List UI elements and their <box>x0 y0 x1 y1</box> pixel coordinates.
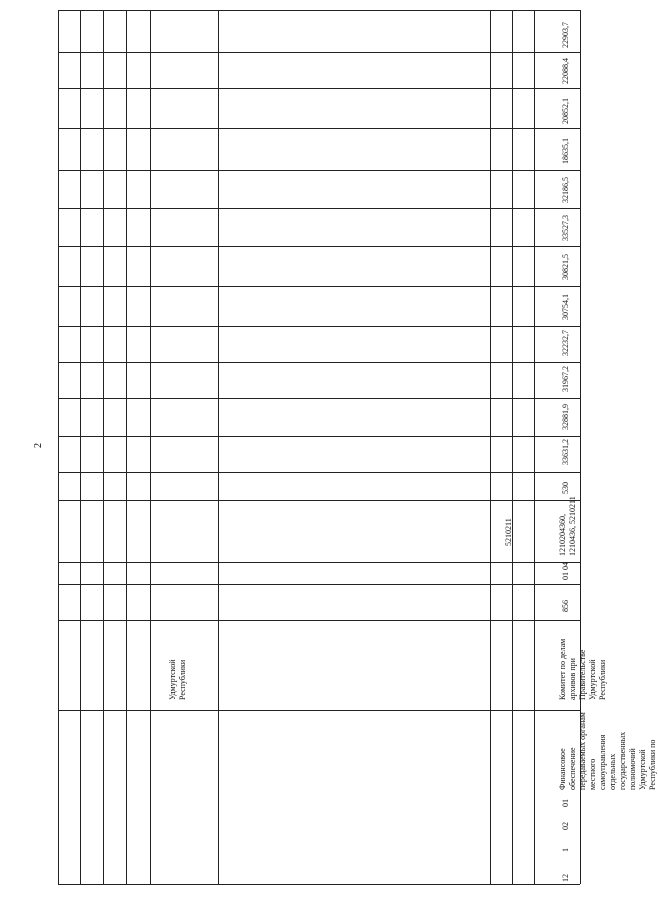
value-10: 20852,1 <box>561 98 570 124</box>
row-vr: 530 <box>561 482 570 494</box>
row-csr: 1210204360, 1210436, 5210211 <box>558 496 577 556</box>
row-grbs: 856 <box>561 600 570 612</box>
value-11: 22088,4 <box>561 58 570 84</box>
row-description: Финансовое обеспечение передаваемых органам местного самоуправления отдельных государственных полномочий Удмуртской Республики по <box>558 712 657 790</box>
value-12: 22903,7 <box>561 22 570 48</box>
page-number: 2 <box>33 443 44 448</box>
value-09: 18635,1 <box>561 138 570 164</box>
top-row-admin-note: Удмуртской Республики <box>168 659 187 700</box>
value-07: 33527,3 <box>561 215 570 241</box>
value-02: 32881,9 <box>561 404 570 430</box>
value-03: 31967,2 <box>561 366 570 392</box>
value-01: 33631,2 <box>561 439 570 465</box>
value-05: 30754,1 <box>561 294 570 320</box>
row-code-1: 1 <box>561 848 570 852</box>
value-08: 32186,5 <box>561 177 570 203</box>
row-admin: Комитет по делам архивов при Правительстве Удмуртской Республики <box>558 638 607 700</box>
top-row-code: 5210211 <box>504 518 513 546</box>
row-section: 01 04 <box>561 562 570 580</box>
value-06: 30821,5 <box>561 254 570 280</box>
row-code-2: 02 <box>561 822 570 830</box>
row-number: 12 <box>561 874 570 882</box>
table-grid <box>58 10 657 884</box>
row-code-3: 01 <box>561 799 570 807</box>
value-04: 32232,7 <box>561 330 570 356</box>
